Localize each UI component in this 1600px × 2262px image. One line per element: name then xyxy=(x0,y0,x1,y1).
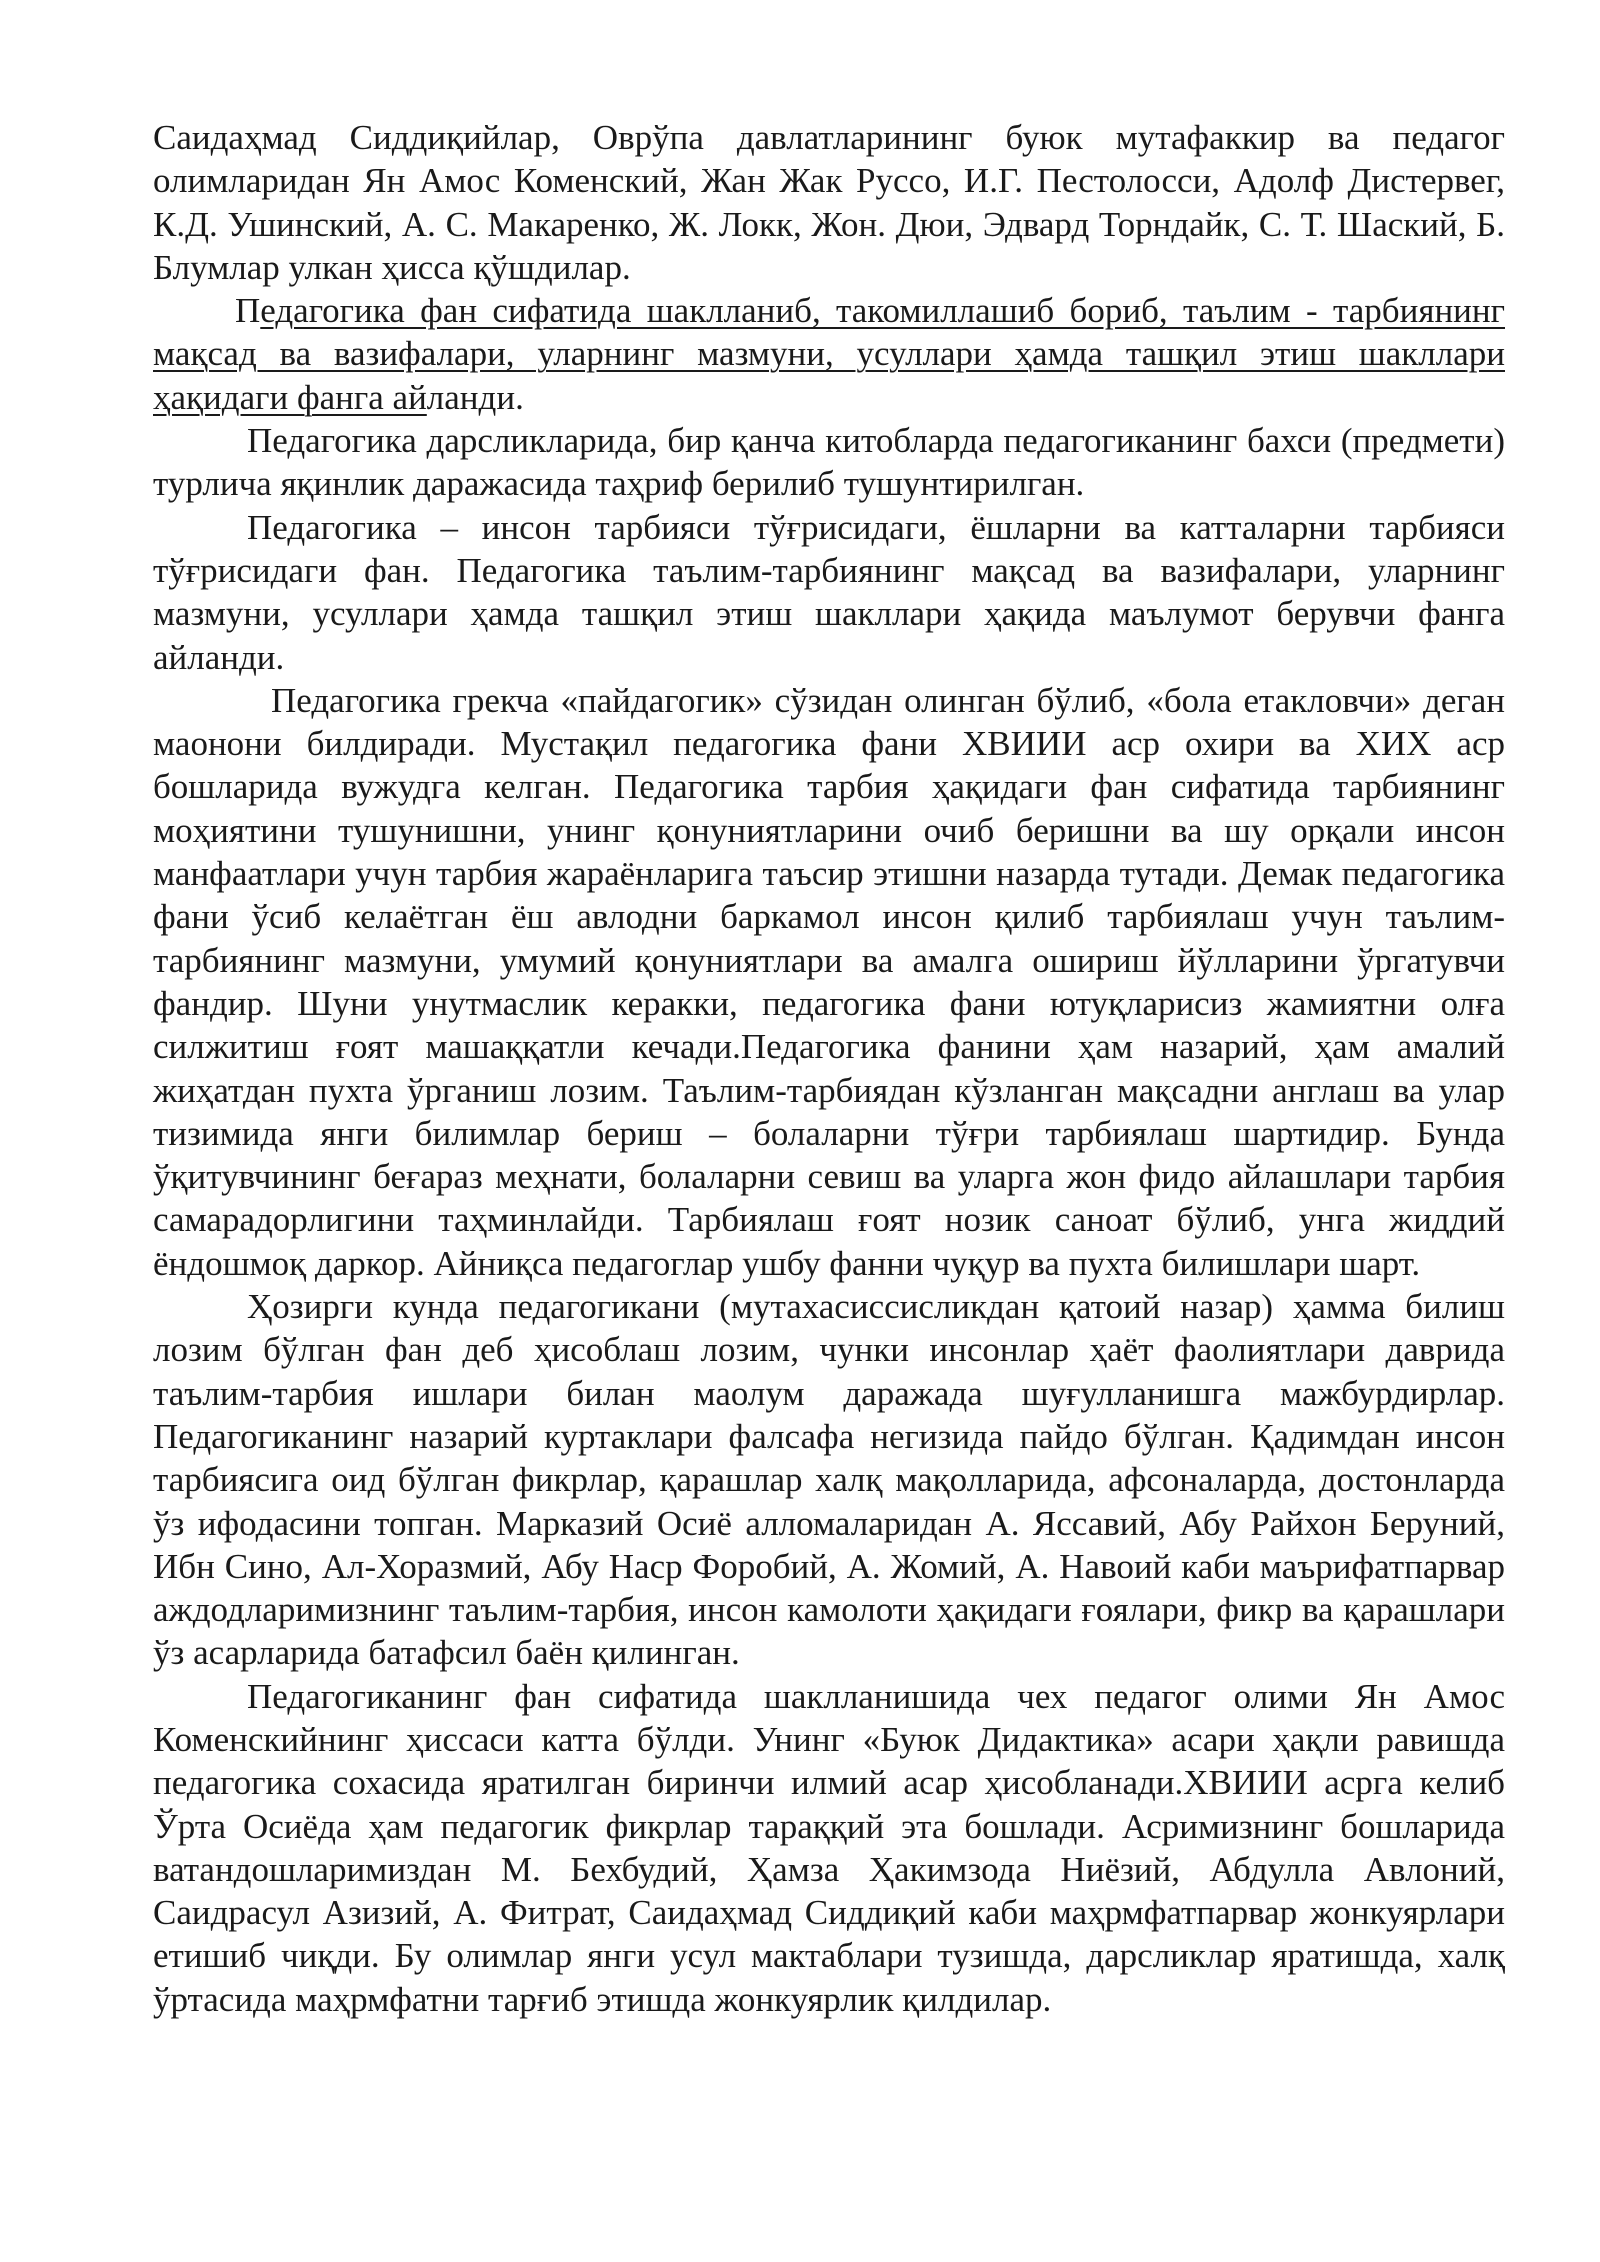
paragraph-3: Педагогика дарсликларида, бир қанча китобларда педагогиканинг бахси (предмети) турлича яқинлик даражасида таҳриф берилиб тушунтирилган. xyxy=(153,421,1505,504)
paragraph-5: Педагогика грекча «пайдагогик» сўзидан олинган бўлиб, «бола етакловчи» деган маонони билдиради. Мустақил педагогика фани ХВИИИ аср охири ва ХИХ аср бошларида вужудга келган. Педагогика тарбия ҳақидаги фан сифатида тарбиянинг моҳиятини тушунишни, унинг қонуниятларини очиб беришни ва шу орқали инсон манфаатлари учун тарбия жараёнларига таъсир этишни назарда тутади. Демак педагогика фани ўсиб келаётган ёш авлодни баркамол инсон қилиб тарбиялаш учун таълим-тарбиянинг мазмуни, умумий қонуниятлари ва амалга ошириш йўлларини ўргатувчи фандир. Шуни унутмаслик керакки, педагогика фани ютуқларисиз жамиятни олға силжитиш ғоят машаққатли кечади.Педагогика фанини ҳам назарий, ҳам амалий жиҳатдан пухта ўрганиш лозим. Таълим-тарбиядан кўзланган мақсадни англаш ва улар тизимида янги билимлар бериш – болаларни тўғри тарбиялаш шартидир. Бунда ўқитувчининг беғараз меҳнати, болаларни севиш ва уларга жон фидо айлашлари тарбия самарадорлигини таҳминлайди. Тарбиялаш ғоят нозик саноат бўлиб, унга жиддий ёндошмоқ даркор. Айниқса педагоглар ушбу фанни чуқур ва пухта билишлари шарт. xyxy=(153,680,1505,1283)
paragraph-2-tail: ланди. xyxy=(426,377,524,417)
paragraph-2-underlined: едагогика фан сифатида шаклланиб, такомиллашиб бориб, таълим - тарбиянинг мақсад ва вазифалари, уларнинг мазмуни, усуллари ҳамда ташқил этиш шакллари ҳақидаги фанга ай xyxy=(153,291,1505,417)
paragraph-6: Ҳозирги кунда педагогикани (мутахасиссисликдан қатоий назар) ҳамма билиш лозим бўлган фан деб ҳисоблаш лозим, чунки инсонлар ҳаёт фаолиятлари даврида таълим-тарбия ишлари билан маолум даражада шуғулланишга мажбурдирлар. Педагогиканинг назарий куртаклари фалсафа негизида пайдо бўлган. Қадимдан инсон тарбиясига оид бўлган фикрлар, қарашлар халқ мақолларида, афсоналарда, достонларда ўз ифодасини топган. Марказий Осиё алломаларидан А. Яссавий, Абу Райхон Беруний, Ибн Сино, Ал-Хоразмий, Абу Наср Форобий, А. Жомий, А. Навоий каби маърифатпарвар аждодларимизнинг таълим-тарбия, инсон камолоти ҳақидаги ғоялари, фикр ва қарашлари ўз асарларида батафсил баён қилинган. xyxy=(153,1287,1505,1673)
paragraph-1: Саидаҳмад Сиддиқийлар, Оврўпа давлатларининг буюк мутафаккир ва педагог олимларидан Ян Амос Коменский, Жан Жак Руссо, И.Г. Пестолосси, Адолф Дистервег, К.Д. Ушинский, А. С. Макаренко, Ж. Локк, Жон. Дюи, Эдвард Торндайк, С. Т. Шаский, Б. Блумлар улкан ҳисса қўшдилар. xyxy=(153,118,1505,287)
paragraph-7: Педагогиканинг фан сифатида шаклланишида чех педагог олими Ян Амос Коменскийнинг ҳиссаси катта бўлди. Унинг «Буюк Дидактика» асари ҳақли равишда педагогика сохасида яратилган биринчи илмий асар ҳисобланади.ХВИИИ асрга келиб Ўрта Осиёда ҳам педагогик фикрлар тараққий эта бошлади. Асримизнинг бошларида ватандошларимиздан М. Бехбудий, Ҳамза Ҳакимзода Ниёзий, Абдулла Авлоний, Саидрасул Азизий, А. Фитрат, Саидаҳмад Сиддиқий каби маҳрмфатпарвар жонкуярлари етишиб чиқди. Бу олимлар янги усул мактаблари тузишда, дарсликлар яратишда, халқ ўртасида маҳрмфатни тарғиб этишда жонкуярлик қилдилар. xyxy=(153,1676,1505,2019)
paragraph-4: Педагогика – инсон тарбияси тўғрисидаги, ёшларни ва катталарни тарбияси тўғрисидаги фан. Педагогика таълим-тарбиянинг мақсад ва вазифалари, уларнинг мазмуни, усуллари ҳамда ташқил этиш шакллари ҳақида маълумот берувчи фанга айланди. xyxy=(153,507,1505,677)
paragraph-2-lead: П xyxy=(235,291,261,331)
document-page xyxy=(153,116,1505,2021)
paragraph-2 xyxy=(153,289,1505,419)
